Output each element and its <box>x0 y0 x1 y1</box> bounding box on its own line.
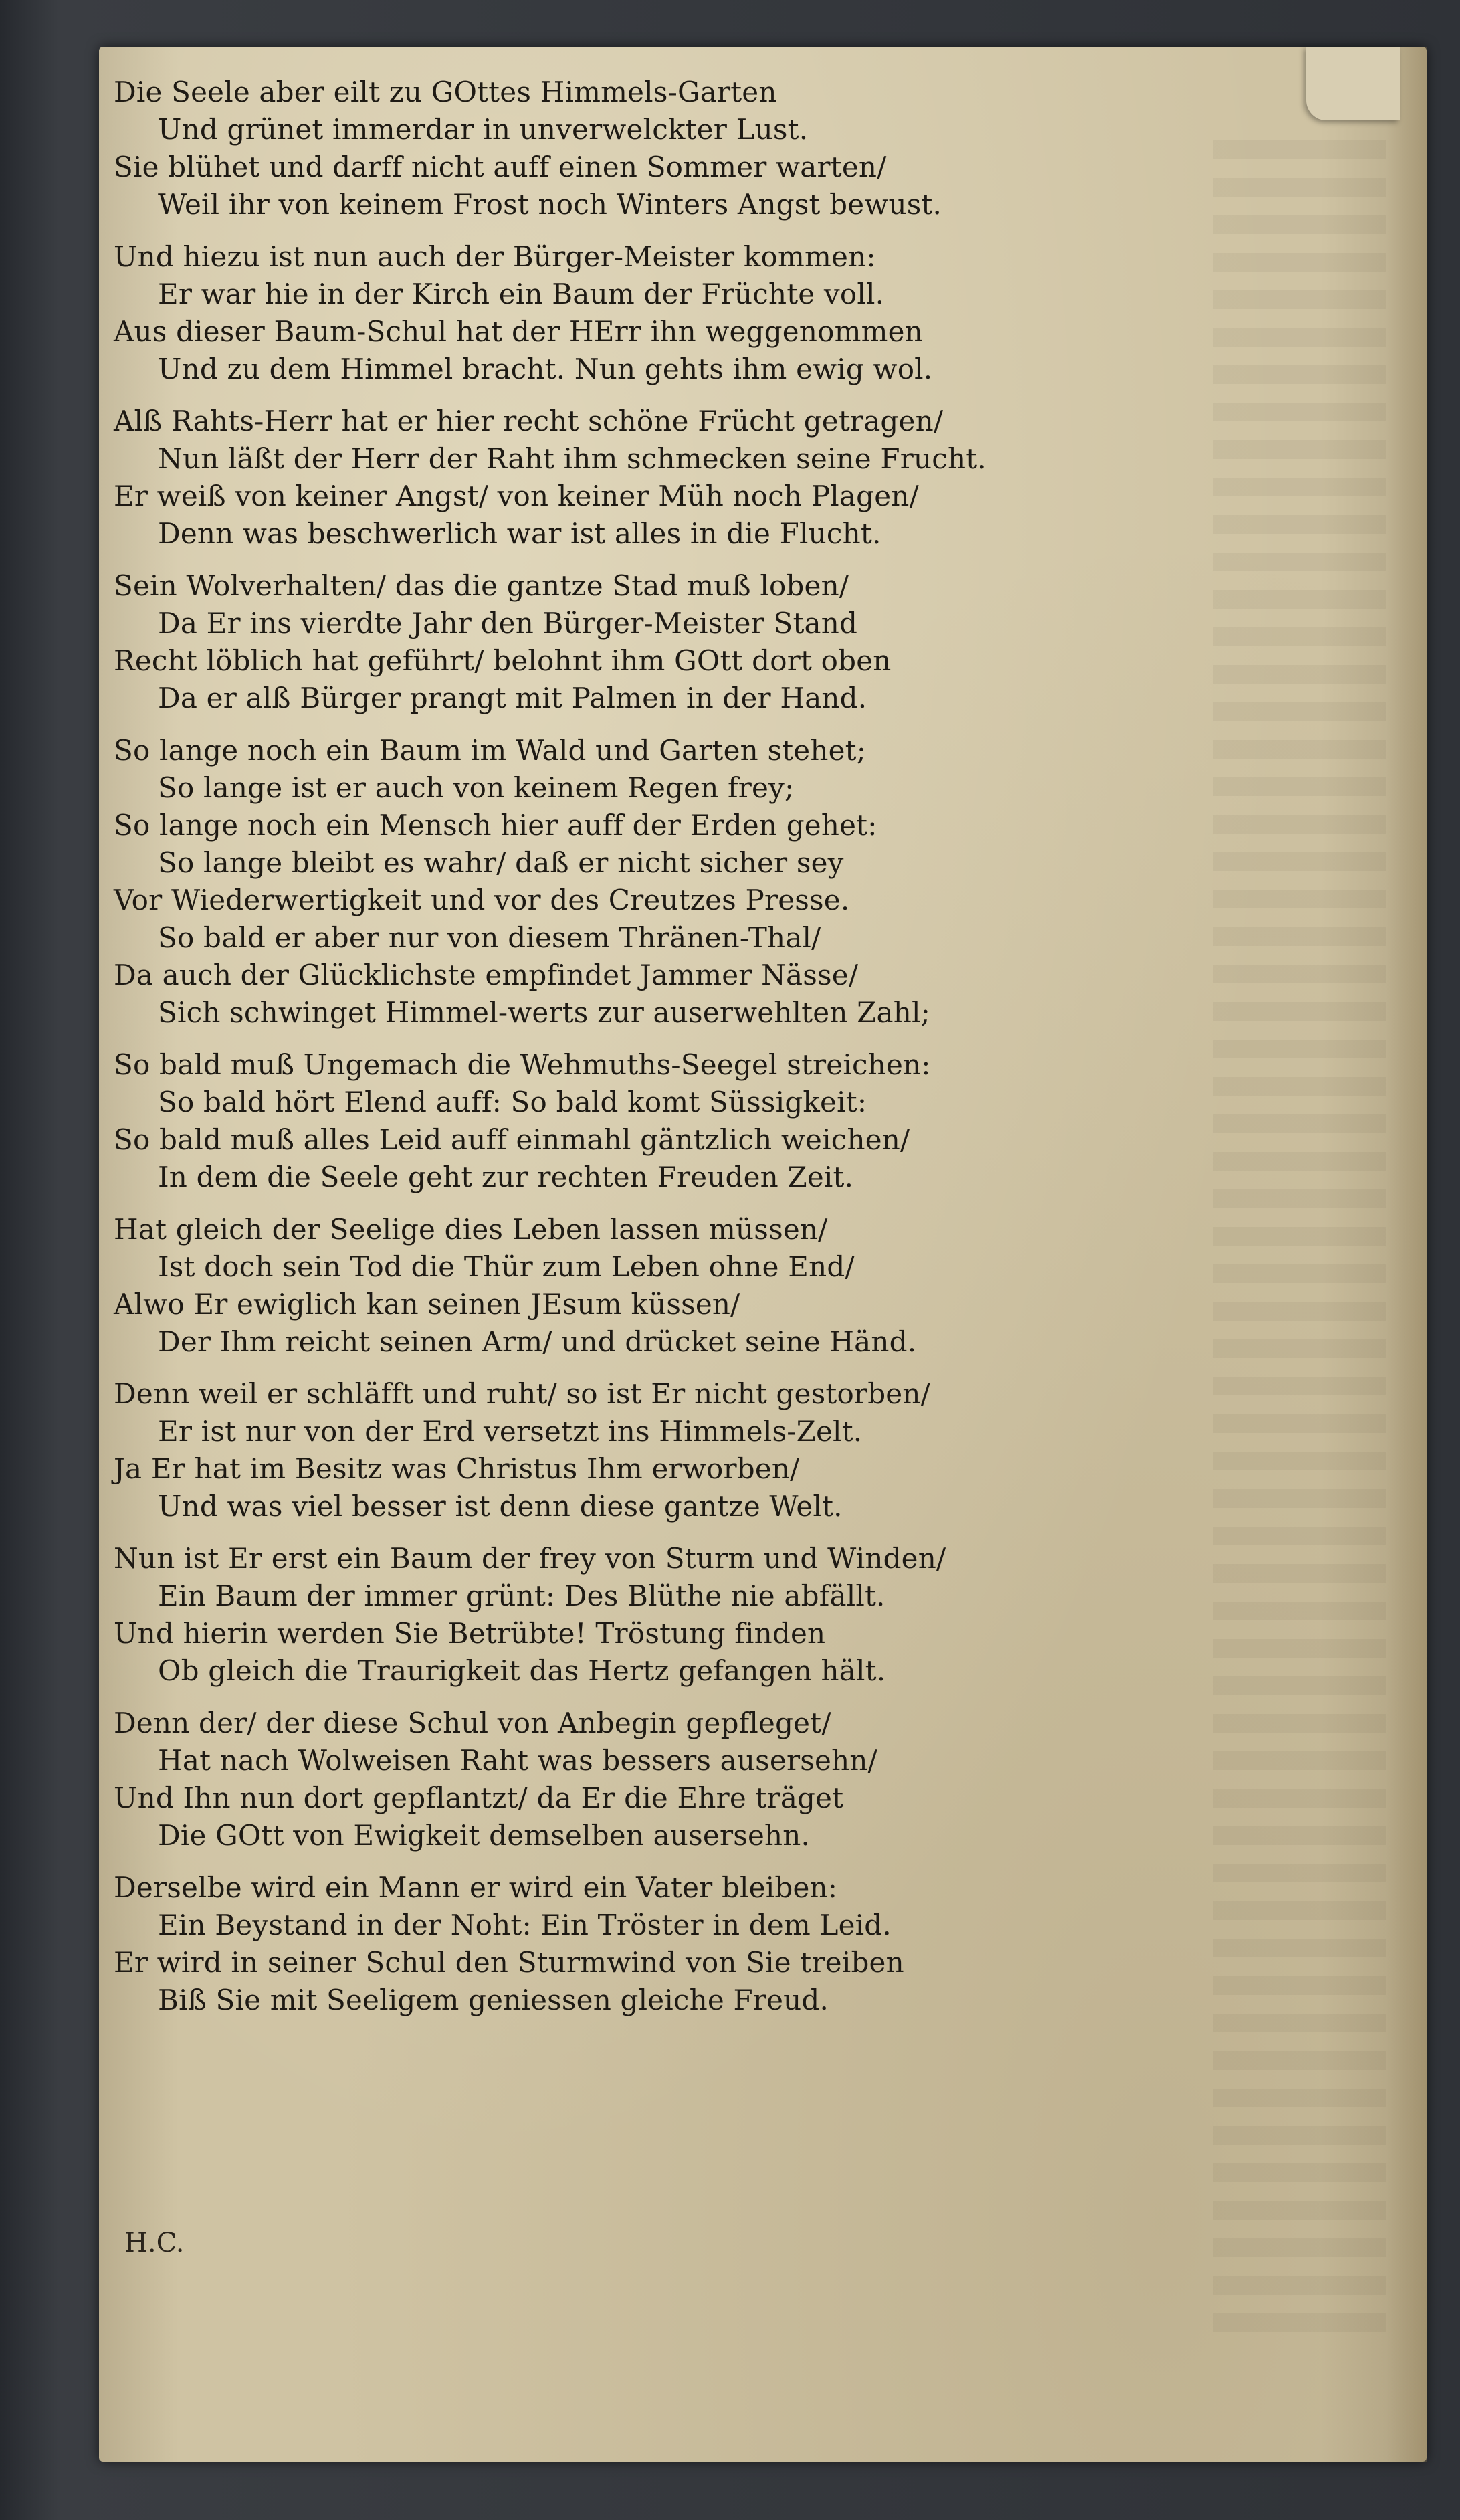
poem-line: So lange noch ein Baum im Wald und Garten stehet; <box>114 734 867 767</box>
poem-line: Und Ihn nun dort gepflantzt/ da Er die Ehre träget <box>114 1781 844 1814</box>
poem-line: Vor Wiederwertigkeit und vor des Creutzes Presse. <box>114 884 850 916</box>
stanza <box>114 1705 1197 1854</box>
poem-line: Recht löblich hat geführt/ belohnt ihm GOtt dort oben <box>114 644 892 677</box>
poem-line: Denn der/ der diese Schul von Anbegin gepfleget/ <box>114 1707 831 1739</box>
poem-line: Ist doch sein Tod die Thür zum Leben ohne End/ <box>158 1250 855 1283</box>
signature-mark: H.C. <box>124 2228 185 2258</box>
poem-line: Weil ihr von keinem Frost noch Winters Angst bewust. <box>158 188 942 221</box>
poem-line: Denn weil er schläfft und ruht/ so ist Er nicht gestorben/ <box>114 1377 930 1410</box>
poem-line: Er wird in seiner Schul den Sturmwind von Sie treiben <box>114 1946 904 1979</box>
stanza <box>114 238 1197 388</box>
poem-line: Der Ihm reicht seinen Arm/ und drücket seine Händ. <box>158 1325 917 1358</box>
poem-line: So lange bleibt es wahr/ daß er nicht sicher sey <box>158 846 844 879</box>
stanza <box>114 732 1197 1032</box>
poem-line: Und hiezu ist nun auch der Bürger-Meister kommen: <box>114 240 876 273</box>
stanza <box>114 403 1197 553</box>
poem-line: Und grünet immerdar in unverwelckter Lust. <box>158 113 809 146</box>
page-edge <box>1386 47 1427 2462</box>
page-corner <box>1306 47 1400 120</box>
poem-line: Biß Sie mit Seeligem geniessen gleiche Freud. <box>158 1983 829 2016</box>
poem-line: Er ist nur von der Erd versetzt ins Himmels-Zelt. <box>158 1415 863 1448</box>
show-through-text <box>1213 140 1386 2348</box>
poem-line: Alß Rahts-Herr hat er hier recht schöne Frücht getragen/ <box>114 405 944 438</box>
poem-line: Da er alß Bürger prangt mit Palmen in der Hand. <box>158 682 867 714</box>
poem-line: Die GOtt von Ewigkeit demselben ausersehn. <box>158 1819 811 1852</box>
poem-line: Er war hie in der Kirch ein Baum der Früchte voll. <box>158 278 885 310</box>
poem-line: Ein Beystand in der Noht: Ein Tröster in dem Leid. <box>158 1909 892 1941</box>
poem-line: So bald hört Elend auff: So bald komt Süssigkeit: <box>158 1086 867 1119</box>
poem-line: Sich schwinget Himmel-werts zur auserwehlten Zahl; <box>158 996 930 1029</box>
poem-line: So lange ist er auch von keinem Regen frey; <box>158 771 795 804</box>
stanza <box>114 1046 1197 1196</box>
poem-line: Die Seele aber eilt zu GOttes Himmels-Garten <box>114 76 777 108</box>
poem-text <box>114 74 1197 2034</box>
poem-line: So bald muß alles Leid auff einmahl gäntzlich weichen/ <box>114 1123 910 1156</box>
poem-line: Sein Wolverhalten/ das die gantze Stad muß loben/ <box>114 569 849 602</box>
poem-line: Da auch der Glücklichste empfindet Jammer Nässe/ <box>114 959 859 991</box>
stanza <box>114 74 1197 223</box>
poem-line: Und was viel besser ist denn diese gantze Welt. <box>158 1490 843 1523</box>
poem-line: Denn was beschwerlich war ist alles in die Flucht. <box>158 517 881 550</box>
poem-line: Er weiß von keiner Angst/ von keiner Müh noch Plagen/ <box>114 480 919 512</box>
poem-line: Sie blühet und darff nicht auff einen Sommer warten/ <box>114 151 887 183</box>
poem-line: So lange noch ein Mensch hier auff der Erden gehet: <box>114 809 877 842</box>
poem-line: Ob gleich die Traurigkeit das Hertz gefangen hält. <box>158 1654 886 1687</box>
poem-line: In dem die Seele geht zur rechten Freuden Zeit. <box>158 1161 854 1193</box>
poem-line: Ein Baum der immer grünt: Des Blüthe nie abfällt. <box>158 1579 885 1612</box>
poem-line: Nun läßt der Herr der Raht ihm schmecken seine Frucht. <box>158 442 986 475</box>
poem-line: Und zu dem Himmel bracht. Nun gehts ihm ewig wol. <box>158 353 933 385</box>
poem-line: So bald er aber nur von diesem Thränen-Thal/ <box>158 921 821 954</box>
poem-line: Da Er ins vierdte Jahr den Bürger-Meister Stand <box>158 607 858 640</box>
stanza <box>114 1211 1197 1361</box>
stanza <box>114 1540 1197 1690</box>
poem-line: Nun ist Er erst ein Baum der frey von Sturm und Winden/ <box>114 1542 946 1575</box>
stanza <box>114 567 1197 717</box>
poem-line: Hat gleich der Seelige dies Leben lassen müssen/ <box>114 1213 828 1246</box>
poem-line: So bald muß Ungemach die Wehmuths-Seegel streichen: <box>114 1048 931 1081</box>
poem-line: Aus dieser Baum-Schul hat der HErr ihn weggenommen <box>114 315 923 348</box>
poem-line: Derselbe wird ein Mann er wird ein Vater bleiben: <box>114 1871 838 1904</box>
poem-line: Ja Er hat im Besitz was Christus Ihm erworben/ <box>114 1452 800 1485</box>
stanza <box>114 1375 1197 1525</box>
poem-line: Alwo Er ewiglich kan seinen JEsum küssen/ <box>114 1288 740 1321</box>
poem-line: Und hierin werden Sie Betrübte! Tröstung finden <box>114 1617 826 1650</box>
poem-line: Hat nach Wolweisen Raht was bessers ausersehn/ <box>158 1744 877 1777</box>
stanza <box>114 1869 1197 2019</box>
